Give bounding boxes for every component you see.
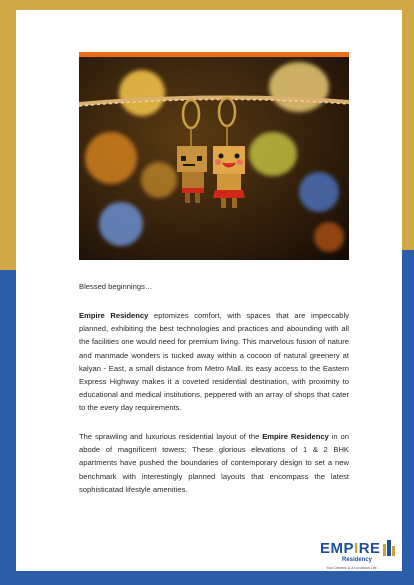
caption-text: Blessed beginnings… bbox=[79, 282, 153, 291]
top-band bbox=[0, 0, 414, 10]
intro-paragraph-text: eptomizes comfort, with spaces that are impeccably planned, exhibiting the best technologies and practices and abounding with all the facilities one would need for premium living. This marvelous fusion of nature and manmade wonders is tucked away within a cocoon of natural greenery at kalyan - East, a small distance from Metro Mall. its easy access to the Eastern Express Highway makes it a coveted residential destination, with proximity to educational and medical institutions, peppered with an array of shops that cater to the every day requirements. bbox=[79, 311, 350, 413]
brochure-page bbox=[16, 10, 402, 571]
logo-word-accent: I bbox=[354, 540, 359, 557]
layout-paragraph bbox=[79, 430, 349, 496]
layout-paragraph-before: The sprawling and luxurious residential layout of the bbox=[79, 432, 263, 441]
brand-name-bold: Empire Residency bbox=[79, 311, 149, 320]
logo-subtitle: Residency bbox=[342, 557, 373, 563]
tower-icon bbox=[382, 540, 396, 556]
logo-word-part2: RE bbox=[358, 540, 381, 557]
logo-wordmark bbox=[320, 540, 381, 557]
left-blue-band bbox=[0, 270, 16, 585]
logo-word-part1: EMP bbox=[320, 540, 355, 557]
intro-paragraph bbox=[79, 309, 349, 415]
right-blue-band bbox=[402, 250, 414, 585]
left-gold-band bbox=[0, 0, 16, 270]
right-gold-band bbox=[402, 0, 414, 250]
empire-residency-logo bbox=[320, 540, 400, 576]
brand-name-bold: Empire Residency bbox=[262, 432, 329, 441]
keychain-photo bbox=[79, 52, 349, 260]
layout-paragraph-after: in on abode of magnificent towers; These glorious elevations of 1 & 2 BHK apartments have pushed the boundaries of contemporary design to set a new benchmark with interestingly planned layouts that encompass the latest sophisticatad lifestyle amenities. bbox=[79, 432, 350, 494]
logo-tagline: Your Dreams & a Luxurious Life... bbox=[326, 566, 380, 570]
keychain-illustration bbox=[79, 52, 349, 260]
